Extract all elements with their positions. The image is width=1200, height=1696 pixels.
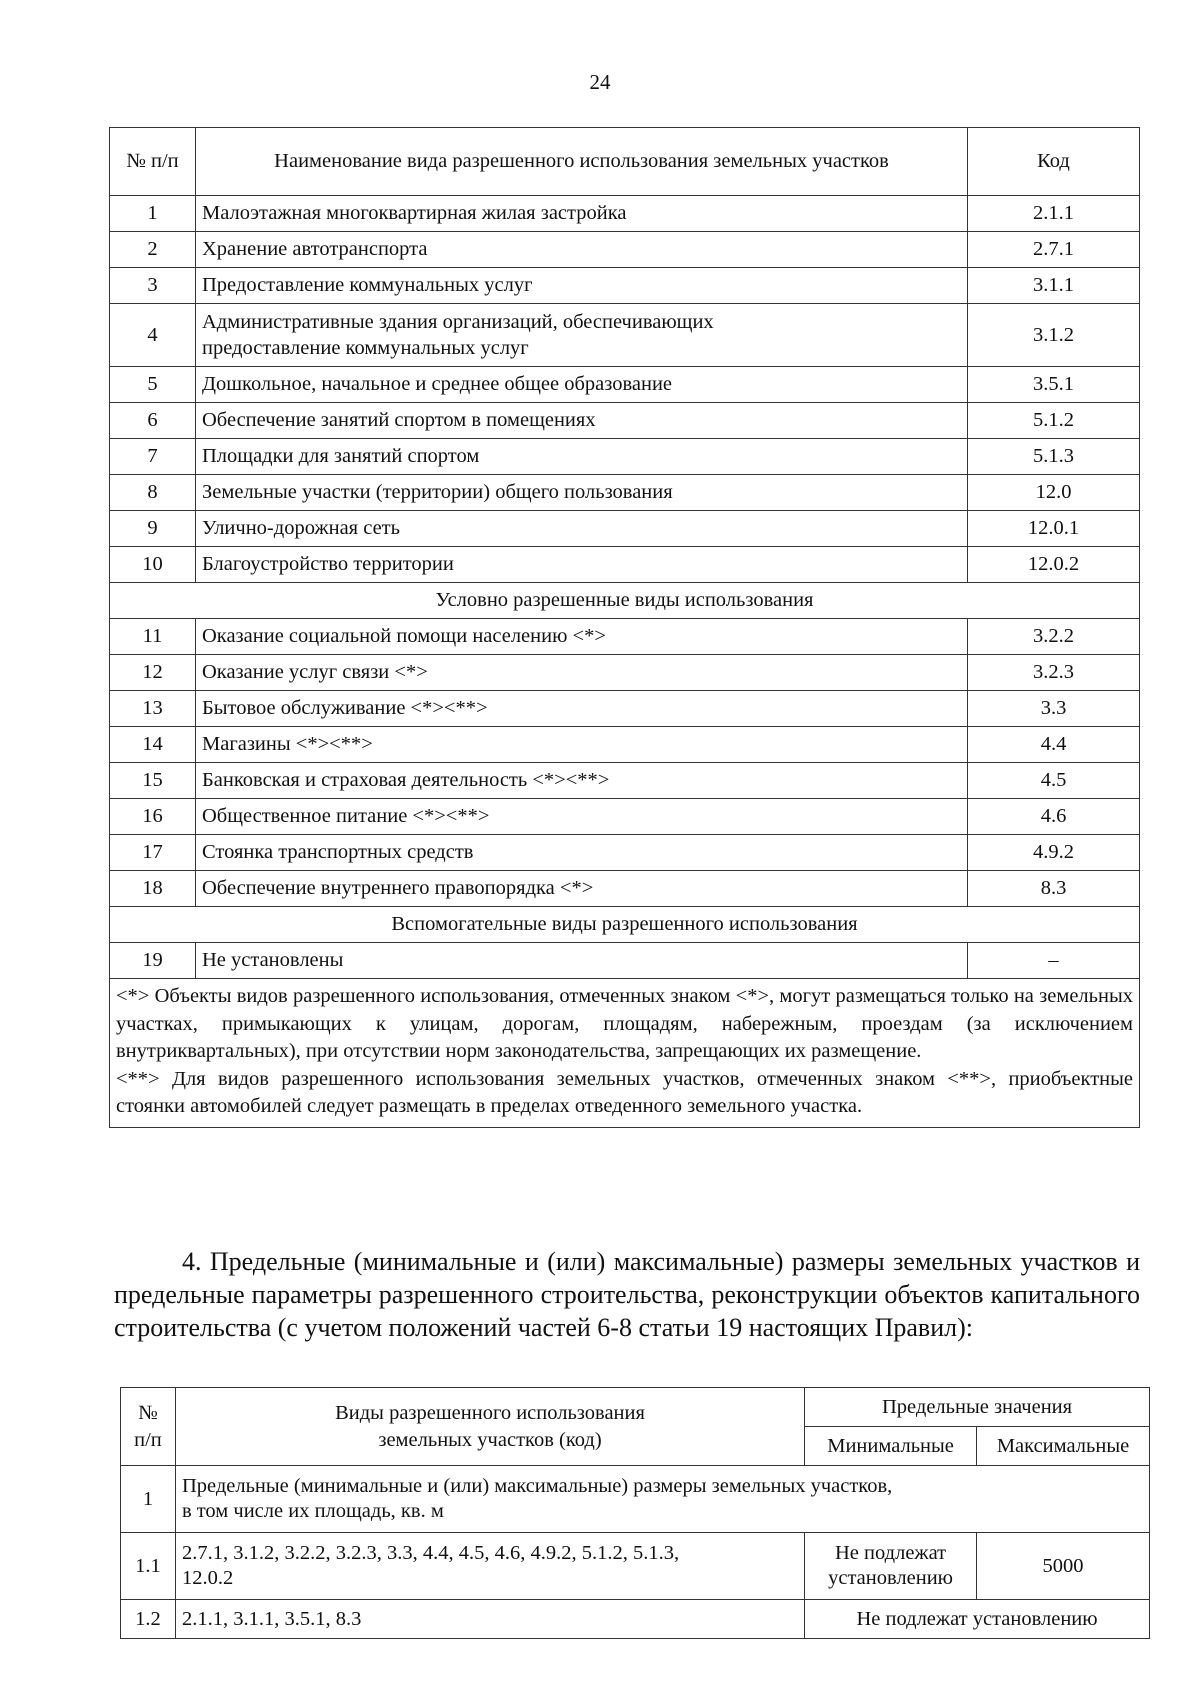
row-code: 3.1.1 xyxy=(968,268,1140,304)
row-name: Банковская и страховая деятельность <*><**> xyxy=(196,763,968,799)
table-row xyxy=(110,655,1140,691)
table-row xyxy=(110,403,1140,439)
row-name: Площадки для занятий спортом xyxy=(196,439,968,475)
table-row xyxy=(110,511,1140,547)
header-num: № п/п xyxy=(110,128,196,196)
row-name: Общественное питание <*><**> xyxy=(196,799,968,835)
table-header-row xyxy=(121,1388,1150,1427)
row-code: 3.2.3 xyxy=(968,655,1140,691)
table-row xyxy=(110,691,1140,727)
row-code: 3.1.2 xyxy=(968,304,1140,367)
table-row xyxy=(110,196,1140,232)
row-num: 1 xyxy=(110,196,196,232)
table-row xyxy=(110,304,1140,367)
header-num-line: № xyxy=(138,1401,158,1424)
row-name: Стоянка транспортных средств xyxy=(196,835,968,871)
row-num: 18 xyxy=(110,871,196,907)
row-num: 11 xyxy=(110,619,196,655)
row-num: 4 xyxy=(110,304,196,367)
row-code: 5.1.2 xyxy=(968,403,1140,439)
row-code: 4.6 xyxy=(968,799,1140,835)
row-name-line: предоставление коммунальных услуг xyxy=(202,337,529,359)
header-code: Код xyxy=(968,128,1140,196)
header-max: Максимальные xyxy=(977,1427,1150,1466)
row-num: 9 xyxy=(110,511,196,547)
row-merged-value: Не подлежат установлению xyxy=(805,1600,1150,1639)
row-name: Улично-дорожная сеть xyxy=(196,511,968,547)
row-num: 14 xyxy=(110,727,196,763)
row-num: 15 xyxy=(110,763,196,799)
row-num: 6 xyxy=(110,403,196,439)
row-code: 8.3 xyxy=(968,871,1140,907)
row-name: Бытовое обслуживание <*><**> xyxy=(196,691,968,727)
row-num: 5 xyxy=(110,367,196,403)
row-name-line: Административные здания организаций, обеспечивающих xyxy=(202,311,714,333)
header-limits: Предельные значения xyxy=(805,1388,1150,1427)
row-name: Хранение автотранспорта xyxy=(196,232,968,268)
header-types-line: Виды разрешенного использования xyxy=(335,1401,645,1424)
row-code: 2.7.1 xyxy=(968,232,1140,268)
row-name: Обеспечение внутреннего правопорядка <*> xyxy=(196,871,968,907)
table-row xyxy=(110,799,1140,835)
row-code: – xyxy=(968,943,1140,979)
row-name: Предоставление коммунальных услуг xyxy=(196,268,968,304)
row-code: 12.0 xyxy=(968,475,1140,511)
table-row xyxy=(110,871,1140,907)
row-codes: 2.1.1, 3.1.1, 3.5.1, 8.3 xyxy=(175,1600,804,1639)
table-row xyxy=(110,619,1140,655)
row-num: 8 xyxy=(110,475,196,511)
row-name: Малоэтажная многоквартирная жилая застройка xyxy=(196,196,968,232)
row-max: 5000 xyxy=(977,1533,1150,1600)
header-types xyxy=(175,1388,804,1466)
row-min-line: установлению xyxy=(828,1567,953,1589)
page-number: 24 xyxy=(589,70,611,94)
row-name: Обеспечение занятий спортом в помещениях xyxy=(196,403,968,439)
row-num: 3 xyxy=(110,268,196,304)
row-name: Оказание социальной помощи населению <*> xyxy=(196,619,968,655)
table-row xyxy=(121,1533,1150,1600)
row-name: Оказание услуг связи <*> xyxy=(196,655,968,691)
table-row xyxy=(110,943,1140,979)
header-name: Наименование вида разрешенного использования земельных участков xyxy=(196,128,968,196)
row-text-line: Предельные (минимальные и (или) максимальные) размеры земельных участков, xyxy=(181,1475,893,1497)
header-min: Минимальные xyxy=(805,1427,977,1466)
table-row xyxy=(110,439,1140,475)
row-num: 19 xyxy=(110,943,196,979)
table-row xyxy=(110,367,1140,403)
row-name: Благоустройство территории xyxy=(196,547,968,583)
table-row xyxy=(110,763,1140,799)
row-code: 5.1.3 xyxy=(968,439,1140,475)
header-num-line: п/п xyxy=(134,1428,162,1451)
table-row xyxy=(121,1600,1150,1639)
row-num: 16 xyxy=(110,799,196,835)
row-num: 12 xyxy=(110,655,196,691)
table-row xyxy=(110,727,1140,763)
row-code: 12.0.1 xyxy=(968,511,1140,547)
row-num: 2 xyxy=(110,232,196,268)
row-name xyxy=(196,304,968,367)
row-code: 3.3 xyxy=(968,691,1140,727)
row-text xyxy=(175,1466,1149,1533)
row-text-line: в том числе их площадь, кв. м xyxy=(181,1500,444,1522)
header-types-line: земельных участков (код) xyxy=(378,1428,602,1451)
footnote-single-star: <*> Объекты видов разрешенного использования, отмеченных знаком <*>, могут размещаться только на земельных участках, примыкающих к улицам, дорогам, площадям, набережным, проездам (за исключением внутриквартальных), при отсутствии норм законодательства, запрещающих их размещение. xyxy=(116,985,1133,1062)
row-code: 4.4 xyxy=(968,727,1140,763)
section-4-paragraph: 4. Предельные (минимальные и (или) максимальные) размеры земельных участков и предельные параметры разрешенного строительства, реконструкции объектов капитального строительства (с учетом положений частей 6-8 статьи 19 настоящих Правил): xyxy=(114,1247,1140,1342)
row-min xyxy=(805,1533,977,1600)
row-num: 1.2 xyxy=(121,1600,176,1639)
row-code: 12.0.2 xyxy=(968,547,1140,583)
section-header-conditional xyxy=(110,583,1140,619)
table-row xyxy=(110,547,1140,583)
table-row xyxy=(110,835,1140,871)
table-notes-row xyxy=(110,979,1140,1128)
row-name: Земельные участки (территории) общего пользования xyxy=(196,475,968,511)
row-codes-line: 2.7.1, 3.1.2, 3.2.2, 3.2.3, 3.3, 4.4, 4.5, 4.6, 4.9.2, 5.1.2, 5.1.3, xyxy=(181,1542,680,1564)
table-notes xyxy=(110,979,1140,1128)
row-code: 3.2.2 xyxy=(968,619,1140,655)
row-num: 7 xyxy=(110,439,196,475)
row-code: 3.5.1 xyxy=(968,367,1140,403)
row-code: 4.9.2 xyxy=(968,835,1140,871)
row-num: 13 xyxy=(110,691,196,727)
section-title: Вспомогательные виды разрешенного использования xyxy=(110,907,1140,943)
row-name: Дошкольное, начальное и среднее общее образование xyxy=(196,367,968,403)
permitted-use-table xyxy=(109,127,1140,1128)
row-num: 10 xyxy=(110,547,196,583)
row-num: 1 xyxy=(121,1466,176,1533)
row-code: 4.5 xyxy=(968,763,1140,799)
row-code: 2.1.1 xyxy=(968,196,1140,232)
table-row xyxy=(110,268,1140,304)
row-name: Не установлены xyxy=(196,943,968,979)
row-codes xyxy=(175,1533,804,1600)
row-num: 1.1 xyxy=(121,1533,176,1600)
table-header-row xyxy=(110,128,1140,196)
row-codes-line: 12.0.2 xyxy=(181,1567,234,1589)
section-header-auxiliary xyxy=(110,907,1140,943)
header-num xyxy=(121,1388,176,1466)
table-row xyxy=(121,1466,1150,1533)
section-title: Условно разрешенные виды использования xyxy=(110,583,1140,619)
table-row xyxy=(110,232,1140,268)
row-min-line: Не подлежат xyxy=(835,1542,947,1564)
row-num: 17 xyxy=(110,835,196,871)
row-name: Магазины <*><**> xyxy=(196,727,968,763)
limits-table xyxy=(120,1387,1150,1639)
footnote-double-star: <**> Для видов разрешенного использования земельных участков, отмеченных знаком <**>, приобъектные стоянки автомобилей следует размещать в пределах отведенного земельного участка. xyxy=(116,1067,1133,1117)
table-row xyxy=(110,475,1140,511)
